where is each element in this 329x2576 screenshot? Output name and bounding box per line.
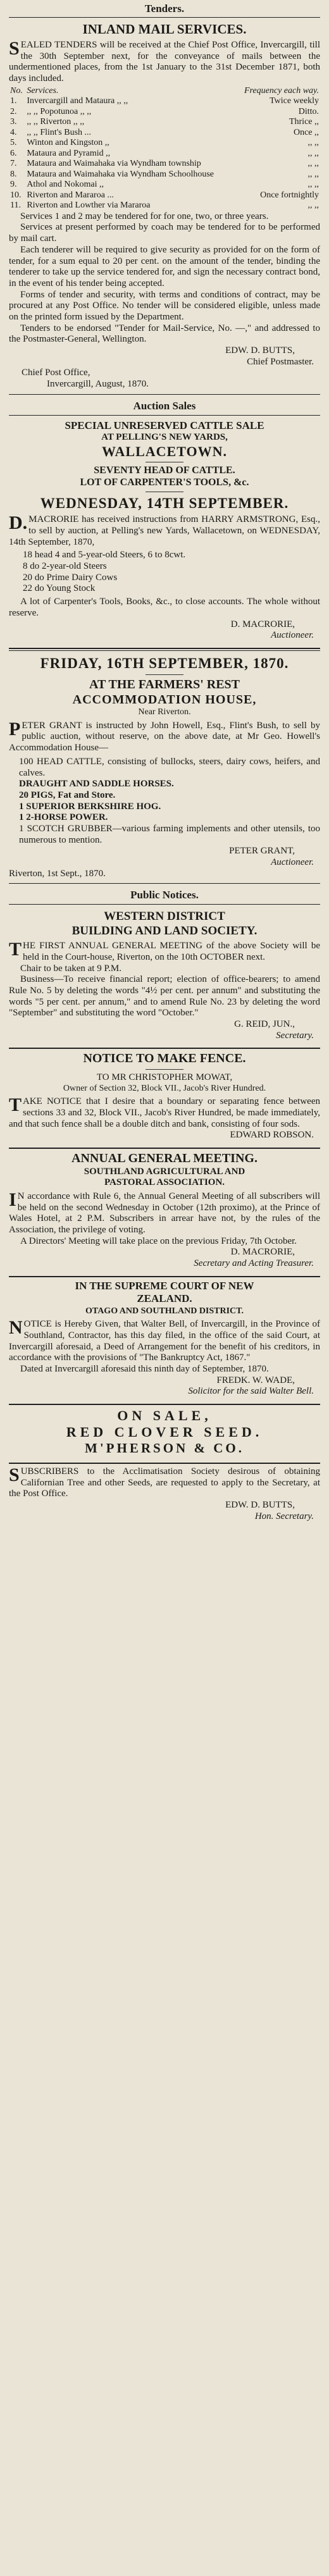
service-route: Mataura and Pyramid ,, (27, 148, 111, 158)
lot-item: 22 do Young Stock (23, 583, 96, 594)
signature-title: Auctioneer. (271, 630, 314, 641)
lot-item: 100 HEAD CATTLE, consisting of bullocks, steers, dairy cows, heifers, and calves. (19, 756, 320, 778)
advert-line: WALLACETOWN. (101, 443, 228, 459)
advert-line: SPECIAL UNRESERVED CATTLE SALE (65, 419, 264, 431)
col-frequency: Frequency each way. (244, 85, 319, 96)
section-header-public-notices: Public Notices. (9, 883, 320, 905)
advert-body: IN accordance with Rule 6, the Annual General Meeting of all subscribers will be held on the second Wednesday in October (12th proximo), at the Prince of Wales Hotel, at 2 P.M. Subscribers in arrear have not, by the rules of the Association, the privilege of voting. (9, 1189, 320, 1235)
advert-line: WESTERN DISTRICT (104, 910, 225, 924)
seed-sale-advert (9, 1408, 320, 1456)
service-row (9, 180, 320, 190)
advert-body: A Directors' Meeting will take place on the previous Friday, 7th October. (20, 1235, 297, 1246)
advert-paragraph: Forms of tender and security, with terms and conditions of contract, may be procured at any Post Office. No tender will be considered eligible, unless made on the printed form issued by the Department. (9, 289, 320, 322)
advert-body: PETER GRANT is instructed by John Howell, Esq., Flint's Bush, to sell by public auction, without reserve, on the above date, at Mr Geo. Howell's Accommodation House— (9, 718, 320, 753)
service-frequency: Ditto. (298, 106, 319, 116)
signature-title: Solicitor for the said Walter Bell. (188, 1386, 314, 1397)
service-row (9, 170, 320, 180)
divider (146, 1069, 183, 1070)
section-header-auction: Auction Sales (9, 394, 320, 416)
service-row (9, 149, 320, 159)
signature-name: D. MACRORIE, (230, 619, 295, 629)
advert-line: ACCOMMODATION HOUSE, (72, 692, 257, 707)
lot-item: 1 SCOTCH GRUBBER—various farming implements and other utensils, too numerous to mention. (19, 823, 320, 845)
service-number: 10. (10, 190, 22, 200)
signature-name: EDWARD ROBSON. (230, 1130, 314, 1141)
advert-line: AT THE FARMERS' REST (89, 678, 240, 692)
service-route: Mataura and Waimahaka via Wyndham township (27, 159, 201, 169)
advert-body: Business—To receive financial report; election of office-bearers; to amend Rule No. 5 by deleting the words "4½ per cent. per annum" and substituting the words "5 per cent. per annum," and to amend Rule No. 23 by deleting the word "September" and substituting the word "October." (9, 974, 320, 1019)
service-frequency: ,, ,, (307, 159, 319, 169)
lot-item: 18 head 4 and 5-year-old Steers, 6 to 8cwt. (23, 550, 186, 560)
advert-line: SEVENTY HEAD OF CATTLE. (94, 465, 235, 476)
advert-body: A lot of Carpenter's Tools, Books, &c., to close accounts. The whole without reserve. (9, 597, 320, 618)
signature-name: D. MACRORIE, (230, 1247, 295, 1258)
divider (9, 648, 320, 649)
advert-line: RED CLOVER SEED. (66, 1424, 263, 1440)
sale-date: FRIDAY, 16TH SEPTEMBER, 1870. (40, 655, 289, 671)
advert-line: ZEALAND. (137, 1292, 192, 1304)
advert-line: TO MR CHRISTOPHER MOWAT, (96, 1072, 233, 1083)
divider (9, 1048, 320, 1049)
advert-line: M'PHERSON & CO. (85, 1440, 244, 1456)
advert-line: IN THE SUPREME COURT OF NEW (75, 1279, 254, 1292)
service-route: Winton and Kingston ,, (27, 138, 109, 148)
service-frequency: Thrice ,, (289, 117, 319, 127)
advert-intro: SEALED TENDERS will be received at the Chief Post Office, Invercargill, till the 30th September next, for the conveyance of mails between the undermentioned places, from the 1st January to the 31st December 1871, both days included. (9, 37, 320, 84)
service-row (9, 138, 320, 149)
advert-line: PASTORAL ASSOCIATION. (104, 1177, 225, 1188)
service-route: ,, ,, Flint's Bush ... (27, 127, 92, 137)
advert-body: THE FIRST ANNUAL GENERAL MEETING of the above Society will be held in the Court-house, Riverton, on the 10th OCTOBER next. (9, 939, 320, 962)
service-number: 11. (10, 201, 21, 211)
section-header-tenders: Tenders. (9, 0, 320, 18)
advert-title: ANNUAL GENERAL MEETING. (71, 1151, 258, 1165)
divider (9, 650, 320, 651)
service-number: 9. (10, 180, 17, 190)
advert-line: AT PELLING'S NEW YARDS, (101, 431, 228, 442)
col-services: Services. (27, 85, 59, 96)
signature-name: FREDK. W. WADE, (216, 1375, 295, 1385)
acclimatisation-notice (9, 1466, 320, 1522)
service-row (9, 159, 320, 170)
signature-title: Auctioneer. (271, 857, 314, 867)
service-frequency: Once ,, (293, 127, 319, 137)
advert-paragraph: Tenders to be endorsed "Tender for Mail-Service, No. —," and addressed to the Postmaster-General, Wellington. (9, 323, 320, 345)
advert-body: TAKE NOTICE that I desire that a boundary or separating fence between sections 33 and 32, Block VII., Jacob's River Hundred, be made immediately, and that such fence shall be a double ditch and bank, consisting of four sods. (9, 1094, 320, 1129)
lot-item: 8 do 2-year-old Steers (23, 561, 107, 572)
divider (9, 1148, 320, 1149)
divider (146, 674, 183, 675)
col-no: No. (10, 85, 23, 96)
service-frequency: ,, ,, (307, 148, 319, 158)
advert-paragraph: Services at present performed by coach may be tendered for to be performed by mail cart. (9, 222, 320, 244)
lot-item: 1 SUPERIOR BERKSHIRE HOG. (19, 801, 161, 812)
signature-title: Secretary and Acting Treasurer. (194, 1258, 314, 1269)
advert-line: SOUTHLAND AGRICULTURAL AND (84, 1166, 245, 1177)
service-route: Invercargill and Mataura ,, ,, (27, 96, 128, 106)
signature-title: Chief Postmaster. (247, 356, 314, 367)
service-route: Riverton and Lowther via Mararoa (27, 201, 151, 211)
fence-notice (9, 1051, 320, 1141)
service-route: ,, ,, Popotunoa ,, ,, (27, 106, 92, 116)
service-frequency: ,, ,, (307, 169, 319, 179)
service-number: 1. (10, 96, 17, 106)
service-number: 2. (10, 106, 17, 116)
court-notice (9, 1280, 320, 1397)
service-frequency: Once fortnightly (260, 190, 319, 200)
signature-name: EDW. D. BUTTS, (225, 1499, 295, 1510)
service-route: Riverton and Mararoa ... (27, 190, 114, 200)
advert-line: LOT OF CARPENTER'S TOOLS, &c. (80, 477, 249, 488)
agm-notice (9, 1151, 320, 1270)
advert-paragraph: Services 1 and 2 may be tendered for for one, two, or three years. (20, 211, 269, 221)
advert-line: OTAGO AND SOUTHLAND DISTRICT. (85, 1306, 244, 1316)
service-number: 4. (10, 127, 17, 137)
service-route: ,, ,, Riverton ,, ,, (27, 117, 85, 127)
divider (9, 1404, 320, 1405)
place-line: Chief Post Office, (22, 368, 90, 378)
sale-date: WEDNESDAY, 14TH SEPTEMBER. (40, 495, 289, 512)
service-number: 6. (10, 148, 17, 158)
society-notice (9, 910, 320, 1041)
service-frequency: ,, ,, (307, 138, 319, 148)
service-row (9, 201, 320, 211)
advert-title: INLAND MAIL SERVICES. (82, 22, 247, 37)
service-row (9, 190, 320, 201)
signature-name: PETER GRANT, (229, 846, 295, 857)
signature-title: Hon. Secretary. (254, 1511, 314, 1521)
divider (9, 1463, 320, 1464)
advert-line: BUILDING AND LAND SOCIETY. (71, 924, 258, 938)
advert-title: NOTICE TO MAKE FENCE. (83, 1051, 246, 1066)
service-number: 5. (10, 138, 17, 148)
signature-title: Secretary. (276, 1030, 314, 1041)
service-row (9, 96, 320, 107)
service-frequency: Twice weekly (270, 96, 319, 106)
signature-name: G. REID, JUN., (234, 1019, 295, 1030)
service-route: Mataura and Waimahaka via Wyndham Schoolhouse (27, 169, 214, 179)
advert-body: Dated at Invercargill aforesaid this ninth day of September, 1870. (20, 1364, 269, 1375)
advert-line: Owner of Section 32, Block VII., Jacob's River Hundred. (63, 1083, 266, 1093)
service-route: Athol and Nokomai ,, (27, 180, 104, 190)
lot-item: 1 2-HORSE POWER. (19, 812, 108, 823)
service-number: 3. (10, 117, 17, 127)
farmers-rest-advert (9, 655, 320, 879)
lot-item: 20 do Prime Dairy Cows (23, 572, 118, 583)
service-row (9, 128, 320, 139)
service-number: 7. (10, 159, 17, 169)
signature-name: EDW. D. BUTTS, (225, 345, 295, 356)
place-line: Invercargill, August, 1870. (47, 379, 149, 390)
inland-mail-advert (9, 22, 320, 390)
services-header-row (9, 86, 320, 97)
advert-body: D.MACRORIE has received instructions from HARRY ARMSTRONG, Esq., to sell by auction, at Pelling's new Yards, Wallacetown, on WEDNESDAY, 14th September, 1870, (9, 512, 320, 547)
advert-paragraph: Each tenderer will be required to give security as provided for on the form of tender, for a sum equal to 20 per cent. on the amount of the tender, binding the tenderer to take up the service tendered for, and sign the necessary contract bond, in the event of his tender being accepted. (9, 244, 320, 288)
service-row (9, 117, 320, 128)
advert-body: SUBSCRIBERS to the Acclimatisation Society desirous of obtaining Californian Tree and other Seeds, are requested to apply to the Secretary, at the Post Office. (9, 1464, 320, 1499)
place-line: Riverton, 1st Sept., 1870. (9, 868, 106, 879)
service-number: 8. (10, 169, 17, 179)
lot-item: DRAUGHT AND SADDLE HORSES. (19, 779, 174, 790)
divider (9, 1276, 320, 1277)
advert-body: Chair to be taken at 9 P.M. (20, 963, 121, 974)
advert-line: ON SALE, (117, 1408, 212, 1424)
services-table (9, 86, 320, 211)
advert-line: Near Riverton. (138, 707, 191, 717)
service-frequency: ,, ,, (307, 201, 319, 211)
lot-item: 20 PIGS, Fat and Store. (19, 790, 116, 800)
service-frequency: ,, ,, (307, 180, 319, 190)
advert-body: NOTICE is Hereby Given, that Walter Bell, of Invercargill, in the Province of Southland, Contractor, has this day filed, in the office of the said Court, at Invercargill aforesaid, a Deed of Arrangement for the benefit of his creditors, in accordance with the provisions of "The Bankruptcy Act, 1867." (9, 1317, 320, 1363)
cattle-sale-advert (9, 419, 320, 641)
service-row (9, 107, 320, 118)
